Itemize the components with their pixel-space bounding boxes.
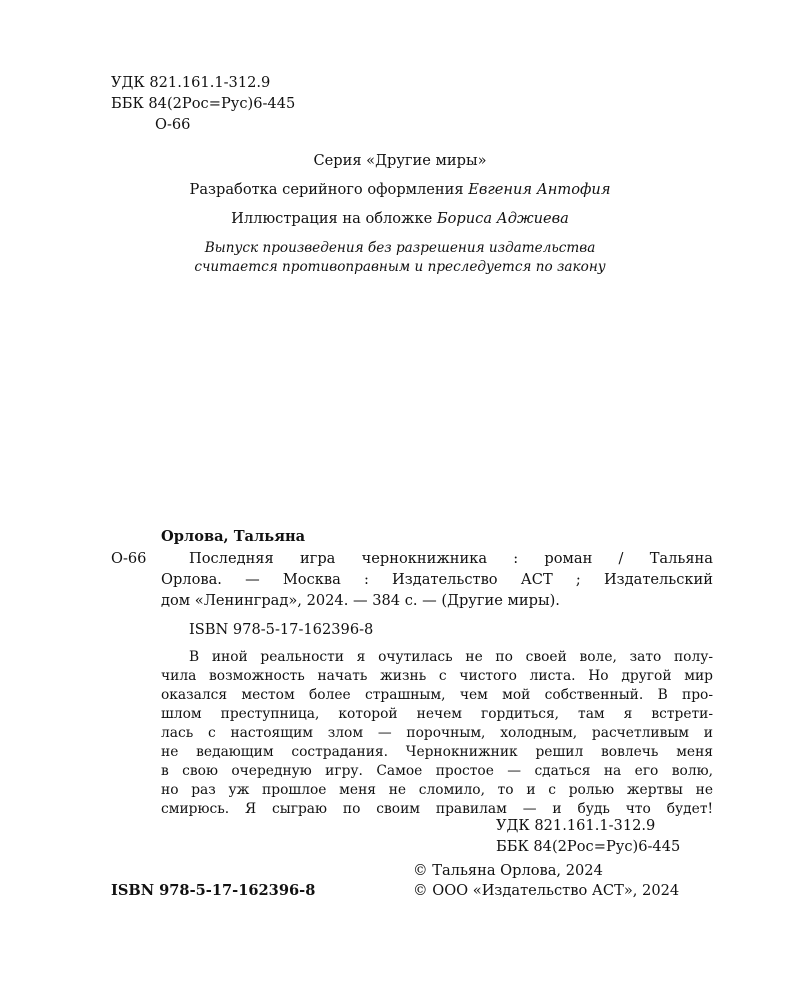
isbn-main: ISBN 978-5-17-162396-8: [189, 621, 374, 638]
udk-code: УДК 821.161.1-312.9: [111, 74, 271, 91]
biblio-line-1: Последняя игра чернокнижника : роман / Тальяна: [189, 550, 713, 567]
annotation-line-6: не ведающим сострадания. Чернокнижник решил вовлечь меня: [161, 744, 713, 760]
annotation-line-1: В иной реальности я очутилась не по своей воле, зато полу-: [189, 649, 713, 665]
design-credit-name: Евгения Антофия: [468, 181, 611, 198]
illustration-credit-name: Бориса Аджиева: [436, 210, 569, 227]
illustration-credit-label: Иллюстрация на обложке: [231, 210, 433, 227]
bottom-udk-code: УДК 821.161.1-312.9: [496, 817, 656, 834]
annotation-line-7: в свою очередную игру. Самое простое — сдаться на его волю,: [161, 763, 713, 779]
design-credit-label: Разработка серийного оформления: [189, 181, 464, 198]
biblio-code: О-66: [111, 550, 147, 567]
design-credit: [0, 181, 800, 199]
bbk-code: ББК 84(2Рос=Рус)6-445: [111, 95, 296, 112]
author-heading: Орлова, Тальяна: [161, 528, 306, 545]
annotation-line-5: лась с настоящим злом — порочным, холодным, расчетливым и: [161, 725, 713, 741]
annotation-line-8: но раз уж прошлое меня не сломило, то и с ролью жертвы не: [161, 782, 713, 798]
biblio-line-2: Орлова. — Москва : Издательство АСТ ; Издательский: [161, 571, 713, 588]
annotation-line-4: шлом преступница, которой нечем гордиться, там я встрети-: [161, 706, 713, 722]
copyright-publisher: © ООО «Издательство АСТ», 2024: [413, 882, 680, 899]
biblio-line-3: дом «Ленинград», 2024. — 384 с. — (Другие миры).: [161, 592, 560, 609]
annotation-line-9: смирюсь. Я сыграю по своим правилам — и будь что будет!: [161, 801, 713, 817]
annotation-line-3: оказался местом более страшным, чем мой собственный. В про-: [161, 687, 713, 703]
legal-warning-line-2: считается противоправным и преследуется по закону: [194, 259, 606, 275]
isbn-bottom: ISBN 978-5-17-162396-8: [111, 882, 316, 899]
annotation-line-2: чила возможность начать жизнь с чистого листа. Но другой мир: [161, 668, 713, 684]
legal-warning-line-1: Выпуск произведения без разрешения издательства: [204, 240, 596, 256]
bottom-bbk-code: ББК 84(2Рос=Рус)6-445: [496, 838, 681, 855]
series-title: Серия «Другие миры»: [313, 152, 487, 169]
illustration-credit: [0, 210, 800, 228]
copyright-author: © Тальяна Орлова, 2024: [413, 862, 603, 879]
author-mark: О-66: [155, 116, 191, 133]
